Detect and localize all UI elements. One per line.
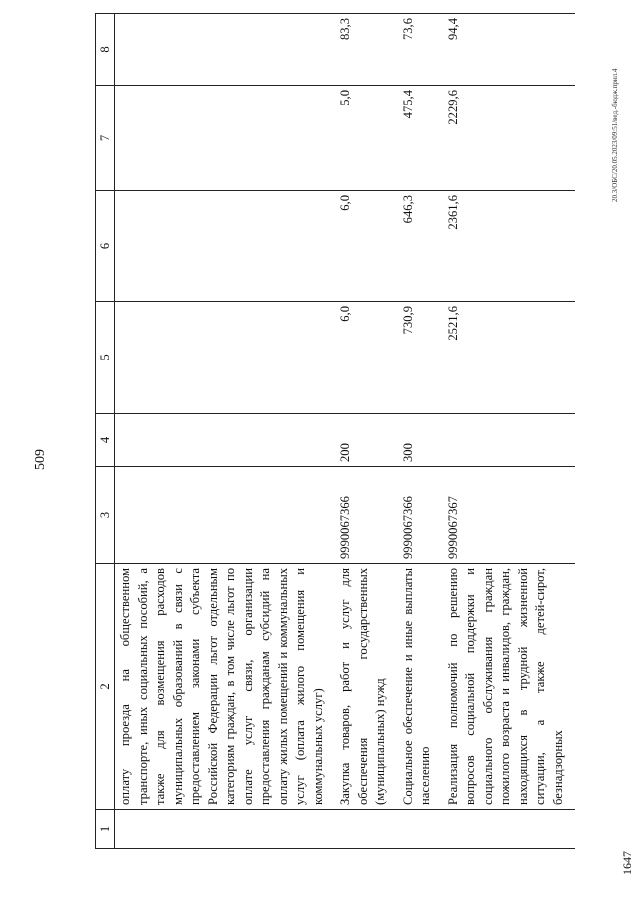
table-header-row xyxy=(96,14,115,849)
description-cell: Закупка товаров, работ и услуг для обеспечения государственных (муниципальных) нужд xyxy=(335,564,398,810)
row-number-cell xyxy=(335,810,398,849)
row-number-cell xyxy=(443,810,576,849)
amount-cell xyxy=(115,302,336,414)
header-cell: 7 xyxy=(96,86,115,191)
budget-table xyxy=(95,13,575,849)
table-row xyxy=(115,14,336,849)
amount-cell xyxy=(115,86,336,191)
amount-cell: 6,0 xyxy=(335,302,398,414)
header-cell: 4 xyxy=(96,414,115,467)
description-cell: Реализация полномочий по решению вопросов социальной поддержки и социального обслуживания граждан пожилого возраста и инвалидов, граждан, находящихся в трудной жизненной ситуации, а также детей-сирот, безнадзорных xyxy=(443,564,576,810)
description-cell: Социальное обеспечение и иные выплаты населению xyxy=(398,564,443,810)
amount-cell: 6,0 xyxy=(335,191,398,302)
amount-cell: 2521,6 xyxy=(443,302,576,414)
percent-cell: 94,4 xyxy=(443,14,576,86)
description-cell: оплату проезда на общественном транспорте, иных социальных пособий, а также для возмещения расходов муниципальных образований в связи с предоставлением законами субъекта Российской Федерации льгот отдельным категориям граждан, в том числе льгот по оплате услуг связи, организации предоставления гражданам субсидий на оплату жилых помещений и коммунальных услуг (оплата жилого помещения и коммунальных услуг) xyxy=(115,564,336,810)
amount-cell: 475,4 xyxy=(398,86,443,191)
table-row xyxy=(398,14,443,849)
table-row xyxy=(443,14,576,849)
amount-cell: 730,9 xyxy=(398,302,443,414)
footer-path: 20.3/ОБС/20.05.2023/09:51/вед.-бюдж.прил.4 xyxy=(611,68,619,202)
expense-type-cell: 300 xyxy=(398,414,443,467)
print-number: 1647 xyxy=(620,851,634,875)
header-cell: 3 xyxy=(96,467,115,564)
expense-type-cell: 200 xyxy=(335,414,398,467)
target-code-cell: 9990067366 xyxy=(398,467,443,564)
amount-cell xyxy=(115,191,336,302)
row-number-cell xyxy=(398,810,443,849)
table-row xyxy=(335,14,398,849)
row-number-cell xyxy=(115,810,336,849)
header-cell: 5 xyxy=(96,302,115,414)
header-cell: 2 xyxy=(96,564,115,810)
percent-cell: 73,6 xyxy=(398,14,443,86)
target-code-cell: 9990067366 xyxy=(335,467,398,564)
amount-cell: 2361,6 xyxy=(443,191,576,302)
percent-cell xyxy=(115,14,336,86)
amount-cell: 5,0 xyxy=(335,86,398,191)
target-code-cell: 9990067367 xyxy=(443,467,576,564)
page-number: 509 xyxy=(33,449,48,470)
expense-type-cell xyxy=(115,414,336,467)
percent-cell: 83,3 xyxy=(335,14,398,86)
amount-cell: 646,3 xyxy=(398,191,443,302)
header-cell: 6 xyxy=(96,191,115,302)
amount-cell: 2229,6 xyxy=(443,86,576,191)
target-code-cell xyxy=(115,467,336,564)
expense-type-cell xyxy=(443,414,576,467)
header-cell: 8 xyxy=(96,14,115,86)
header-cell: 1 xyxy=(96,810,115,849)
